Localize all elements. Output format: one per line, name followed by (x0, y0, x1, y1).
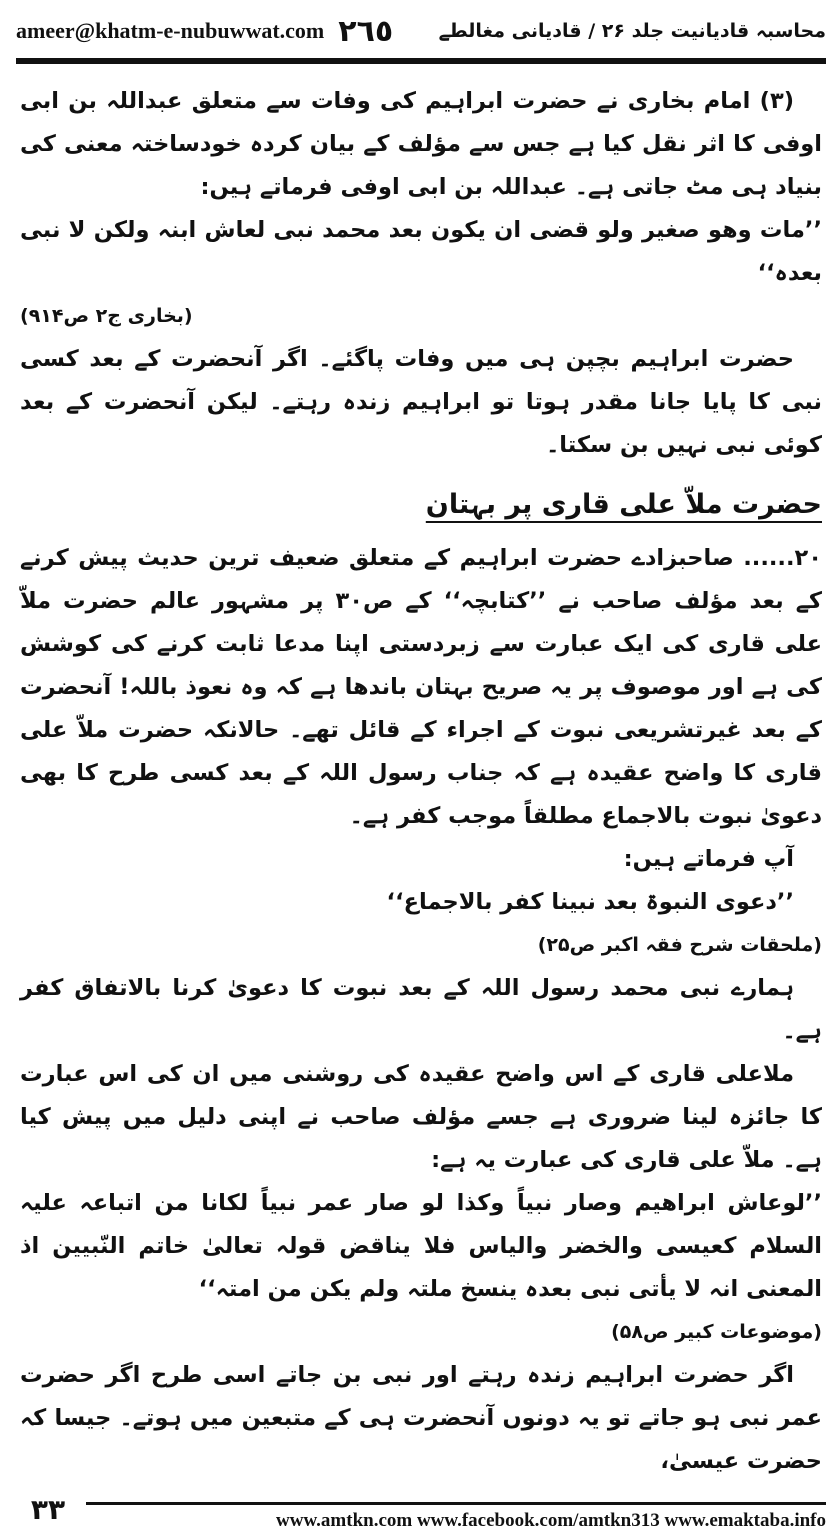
running-title: محاسبہ قادیانیت جلد ۲۶ / قادیانی مغالطے (438, 20, 826, 42)
paragraph-2: حضرت ابراہیم بچپن ہی میں وفات پاگئے۔ اگر آنحضرت کے بعد کسی نبی کا پایا جانا مقدر ہوتا تو ابراہیم زندہ رہتے۔ لیکن آنحضرت کے بعد کوئی نبی نہیں بن سکتا۔ (20, 346, 822, 458)
footer-rule (86, 1502, 826, 1505)
header-email[interactable]: ameer@khatm-e-nubuwwat.com (16, 18, 325, 43)
page-footer (16, 1484, 826, 1534)
paragraph-4-intro: آپ فرماتے ہیں: (623, 846, 794, 872)
quote-bukhari: ’’مات وھو صغیر ولو قضی ان یکون بعد محمد نبی لعاش ابنہ ولکن لا نبی بعدہ‘‘ (20, 217, 822, 286)
header-rule (16, 58, 826, 64)
footer-links[interactable]: www.amtkn.com www.facebook.com/amtkn313 www.emaktaba.info (276, 1510, 826, 1531)
citation-mulhaqat: (ملحقات شرح فقہ اکبر ص۲۵) (537, 934, 822, 956)
page-header (16, 8, 826, 54)
paragraph-5: ہمارے نبی محمد رسول اللہ کے بعد نبوت کا دعویٰ کرنا بالاتفاق کفر ہے۔ (20, 975, 822, 1044)
quote-mawzuat: ’’لوعاش ابراھیم وصار نبیاً وکذا لو صار عمر نبیاً لکانا من اتباعہ علیہ السلام کعیسی والخضر والیاس فلا یناقض قولہ تعالیٰ خاتم النّبیین اذ المعنی انہ لا یأتی نبی بعدہ ینسخ ملتہ ولم یکن من امتہ‘‘ (20, 1190, 822, 1302)
paragraph-1: (۳) امام بخاری نے حضرت ابراہیم کی وفات سے متعلق عبداللہ بن ابی اوفی کا اثر نقل کیا ہے جس سے مؤلف کے بیان کردہ خودساختہ معنی کی بنیاد ہی مٹ جاتی ہے۔ عبداللہ بن ابی اوفی فرماتے ہیں: (20, 88, 822, 200)
citation-bukhari: (بخاری ج۲ ص۹۱۴) (20, 305, 193, 327)
quote-dawa-nubuwwat: ’’دعوی النبوۃ بعد نبینا کفر بالاجماع‘‘ (386, 889, 794, 915)
footer-page-number: ۳۳ (30, 1492, 66, 1526)
page-body (20, 80, 822, 1483)
section-heading: حضرت ملاّ علی قاری پر بہتان (425, 489, 822, 520)
paragraph-6: ملاعلی قاری کے اس واضح عقیدہ کی روشنی میں ان کی اس عبارت کا جائزہ لینا ضروری ہے جسے مؤلف صاحب نے اپنی دلیل میں پیش کیا ہے۔ ملاّ علی قاری کی عبارت یہ ہے: (20, 1061, 822, 1173)
paragraph-7: اگر حضرت ابراہیم زندہ رہتے اور نبی بن جاتے اسی طرح اگر حضرت عمر نبی ہو جاتے تو یہ دونوں آنحضرت ہی کے متبعین میں ہوتے۔ جیسا کہ حضرت عیسیٰ، (20, 1362, 822, 1474)
citation-mawzuat: (موضوعات کبیر ص۵۸) (611, 1321, 822, 1343)
paragraph-3: ۲۰...... صاحبزادے حضرت ابراہیم کے متعلق ضعیف ترین حدیث پیش کرنے کے بعد مؤلف صاحب نے ’’کتابچہ‘‘ کے ص۳۰ پر مشہور عالم حضرت ملاّ علی قاری کی ایک عبارت سے زبردستی اپنا مدعا ثابت کرنے کی کوشش کی ہے اور موصوف پر یہ صریح بہتان باندھا ہے کہ وہ نعوذ باللہ! آنحضرت کے بعد غیرتشریعی نبوت کے اجراء کے قائل تھے۔ حالانکہ حضرت ملاّ علی قاری کا واضح عقیدہ ہے کہ جناب رسول اللہ کے بعد کسی طرح کا بھی دعویٰ نبوت بالاجماع مطلقاً موجب کفر ہے۔ (20, 545, 822, 829)
header-left (16, 14, 393, 49)
header-page-number: ٢٦٥ (338, 13, 394, 49)
